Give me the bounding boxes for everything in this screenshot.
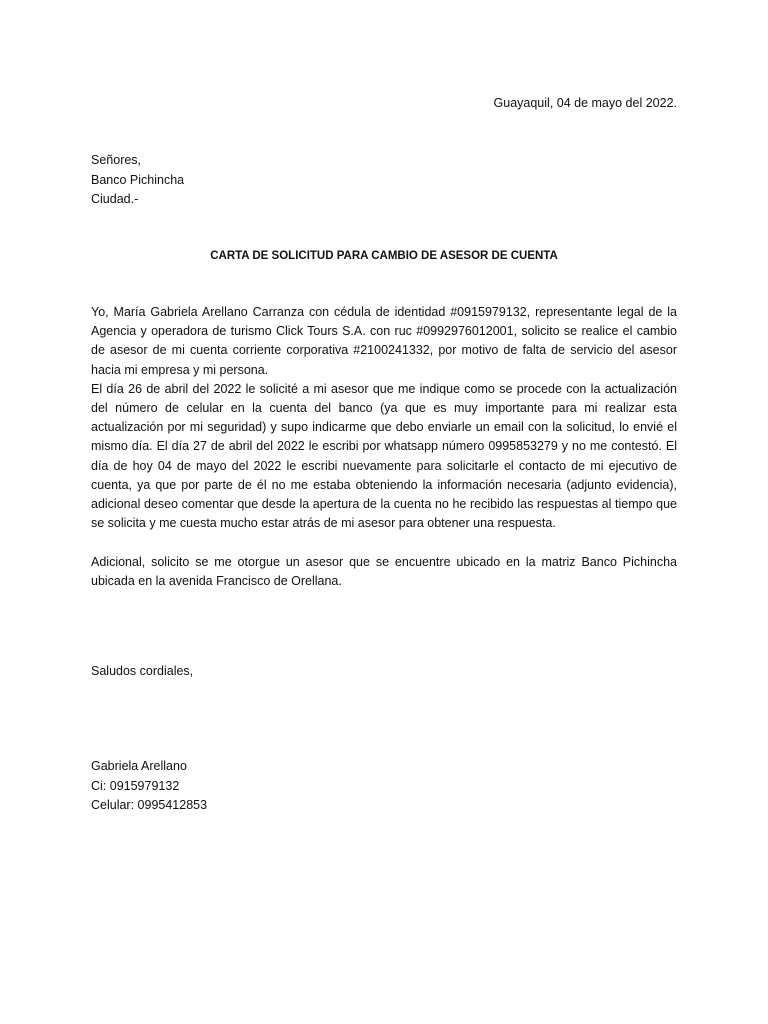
body-paragraph-2: El día 26 de abril del 2022 le solicité a mi asesor que me indique como se procede con la actualización del número de celular en la cuenta del banco (ya que es muy importante para mi realizar esta actualización por mi seguridad) y supo indicarme que debo enviarle un email con la solicitud, lo envié el mismo día. El día 27 de abril del 2022 le escribi por whatsapp número 0995853279 y no me contestó. El día de hoy 04 de mayo del 2022 le escribi nuevamente para solicitarle el contacto de mi ejecutivo de cuenta, ya que por parte de él no me estaba obteniendo la información necesaria (adjunto evidencia), adicional deseo comentar que desde la apertura de la cuenta no he recibido las respuestas al tiempo que se solicita y me cuesta mucho estar atrás de mi asesor para obtener una respuesta. [91, 381, 677, 531]
signature-phone: Celular: 0995412853 [91, 798, 208, 812]
recipient-block [91, 151, 184, 210]
recipient-organization: Banco Pichincha [91, 172, 185, 187]
signature-block [91, 757, 207, 816]
recipient-city: Ciudad.- [91, 192, 139, 206]
letter-subject: CARTA DE SOLICITUD PARA CAMBIO DE ASESOR DE CUENTA [210, 250, 558, 262]
signature-ci: Ci: 0915979132 [91, 778, 180, 793]
body-paragraph-3: Adicional, solicito se me otorgue un asesor que se encuentre ubicado en la matriz Banco Pichincha ubicada en la avenida Francisco de Orellana. [91, 554, 677, 588]
recipient-salutation: Señores, [91, 153, 142, 167]
body-paragraph-1: Yo, María Gabriela Arellano Carranza con cédula de identidad #0915979132, representante legal de la Agencia y operadora de turismo Click Tours S.A. con ruc #0992976012001, solicito se realice el cambio de asesor de mi cuenta corriente corporativa #2100241332, por motivo de falta de servicio del asesor hacia mi empresa y mi persona. [91, 305, 677, 377]
closing-line: Saludos cordiales, [91, 664, 194, 678]
signature-name: Gabriela Arellano [91, 759, 187, 773]
letter-body [91, 303, 677, 591]
date-line: Guayaquil, 04 de mayo del 2022. [493, 96, 677, 110]
